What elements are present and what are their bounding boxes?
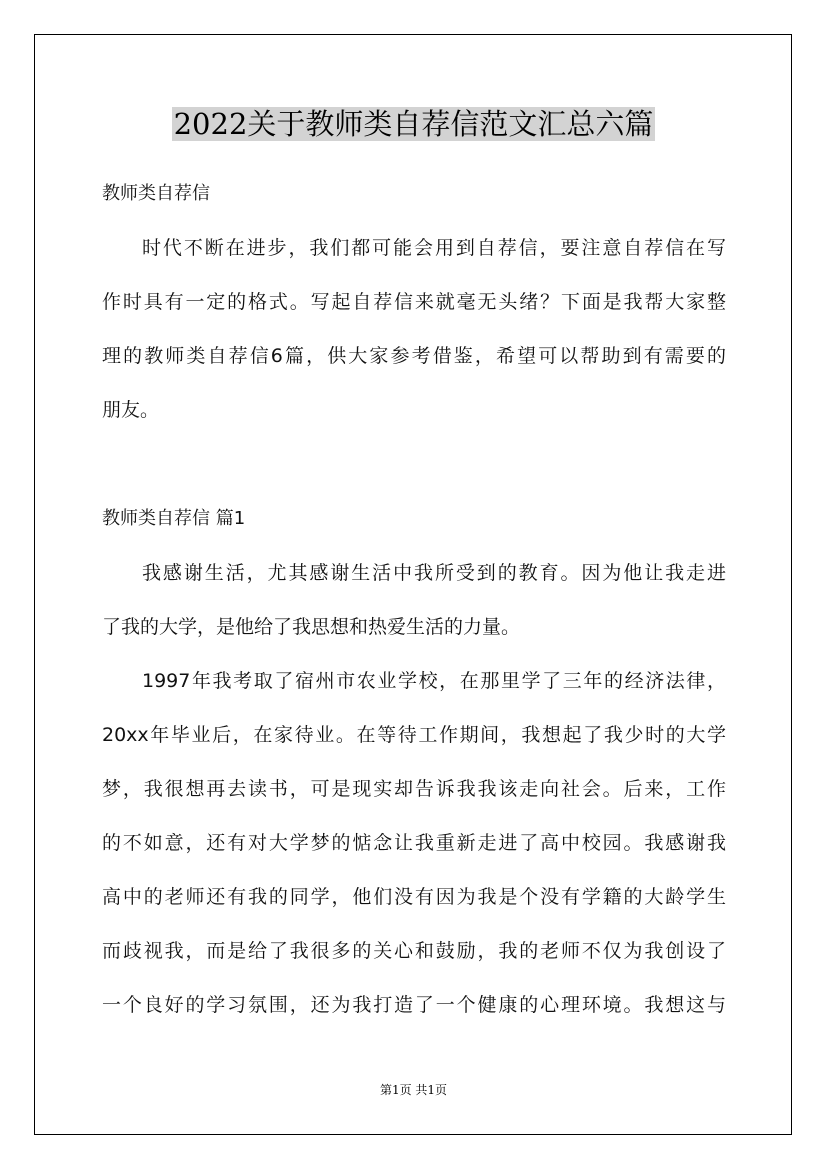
section1-para2-line: 而歧视我，而是给了我很多的关心和鼓励，我的老师不仅为我创设了: [102, 940, 726, 962]
intro-line: 朋友。: [102, 399, 160, 421]
section1-para2-line: 20xx年毕业后，在家待业。在等待工作期间，我想起了我少时的大学: [102, 724, 726, 746]
page-footer: 第1页 共1页: [379, 1083, 448, 1097]
section1-para2-line: 1997年我考取了宿州市农业学校，在那里学了三年的经济法律，: [142, 670, 726, 692]
intro-line: 理的教师类自荐信6篇，供大家参考借鉴，希望可以帮助到有需要的: [102, 345, 726, 367]
section1-para2-line: 一个良好的学习氛围，还为我打造了一个健康的心理环境。我想这与: [102, 994, 726, 1016]
section1-para2-line: 高中的老师还有我的同学，他们没有因为我是个没有学籍的大龄学生: [102, 886, 726, 908]
section1-para2-line: 梦，我很想再去读书，可是现实却告诉我我该走向社会。后来，工作: [102, 778, 726, 800]
intro-line: 作时具有一定的格式。写起自荐信来就毫无头绪？下面是我帮大家整: [102, 291, 726, 313]
section1-para2-line: 的不如意，还有对大学梦的惦念让我重新走进了高中校园。我感谢我: [102, 832, 726, 854]
intro-line: 时代不断在进步，我们都可能会用到自荐信，要注意自荐信在写: [142, 237, 726, 259]
section1-para1-line: 了我的大学，是他给了我思想和热爱生活的力量。: [102, 616, 521, 638]
section1-heading: 教师类自荐信 篇1: [102, 508, 246, 529]
intro-heading: 教师类自荐信: [102, 183, 210, 204]
section1-para1-line: 我感谢生活，尤其感谢生活中我所受到的教育。因为他让我走进: [142, 562, 726, 584]
document-title: [0, 104, 827, 144]
document-title-text: 2022关于教师类自荐信范文汇总六篇: [173, 107, 654, 141]
